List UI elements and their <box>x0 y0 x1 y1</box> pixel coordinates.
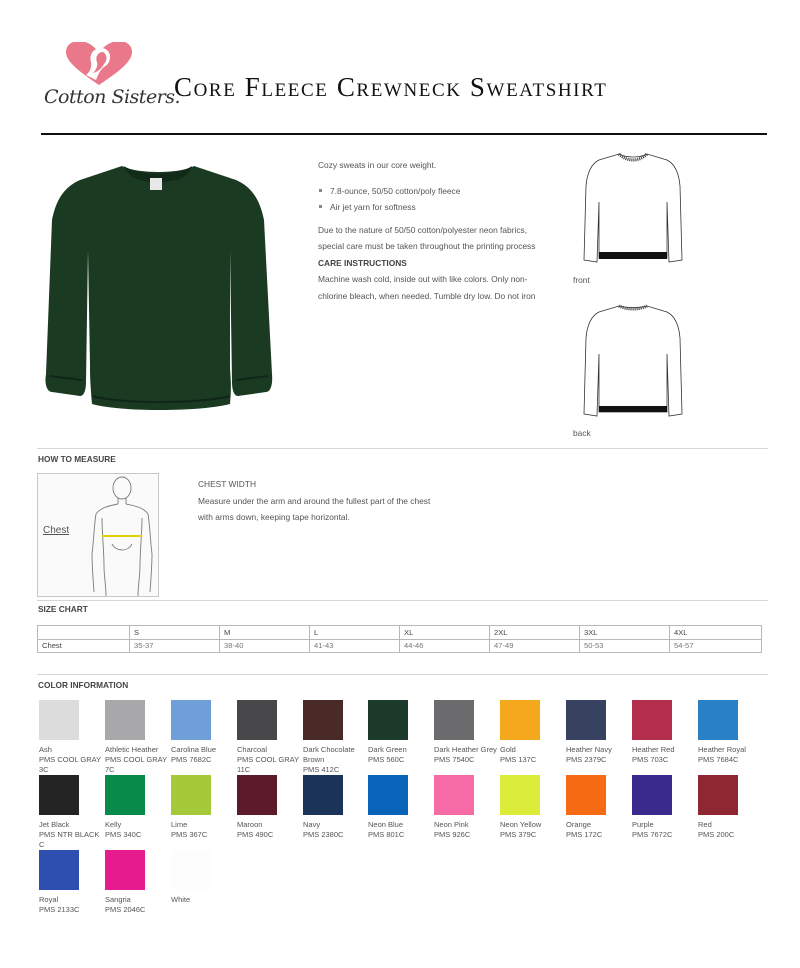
table-header-row <box>38 626 762 640</box>
color-pms-code: PMS 7682C <box>171 755 212 765</box>
color-swatch-label <box>237 745 305 776</box>
color-swatch-item <box>171 850 239 905</box>
table-row <box>38 639 762 653</box>
table-cell: 47-49 <box>490 639 580 653</box>
color-swatch-label <box>566 745 634 765</box>
color-swatch-item <box>105 775 173 840</box>
color-swatch-label <box>39 745 107 776</box>
brand-name: Cotton Sisters. <box>44 86 181 108</box>
heart-logo-icon <box>44 42 154 86</box>
back-flat-sketch <box>583 302 683 426</box>
color-swatch <box>237 775 277 815</box>
color-name: Heather Royal <box>698 745 746 754</box>
table-header-cell: XL <box>400 626 490 640</box>
page-title: Core Fleece Crewneck Sweatshirt <box>174 72 608 102</box>
color-swatch-item <box>500 700 568 765</box>
color-pms-code: PMS 7540C <box>434 755 475 765</box>
measure-diagram <box>37 473 159 597</box>
color-name: Dark Green <box>368 745 407 754</box>
color-pms-code: PMS 412C <box>303 765 340 775</box>
color-name: Heather Red <box>632 745 675 754</box>
color-name: Purple <box>632 820 654 829</box>
color-swatch-label <box>39 820 107 851</box>
color-swatch-label <box>105 820 173 840</box>
color-pms-code: Brown <box>303 755 325 765</box>
color-name: Sangria <box>105 895 131 904</box>
color-swatch-item <box>566 775 634 840</box>
measure-line: with arms down, keeping tape horizontal. <box>198 512 350 522</box>
color-swatch <box>500 700 540 740</box>
care-heading: CARE INSTRUCTIONS <box>318 257 407 268</box>
color-swatch-item <box>566 700 634 765</box>
color-swatch-item <box>698 700 766 765</box>
table-header-cell: M <box>220 626 310 640</box>
color-information-heading: COLOR INFORMATION <box>38 680 129 690</box>
feature-item: 7.8-ounce, 50/50 cotton/poly fleece <box>318 183 568 200</box>
color-name: Neon Blue <box>368 820 404 829</box>
table-header-cell: S <box>130 626 220 640</box>
color-pms-code: PMS 7684C <box>698 755 739 765</box>
color-pms-code: PMS 340C <box>105 830 142 840</box>
color-name: Maroon <box>237 820 263 829</box>
color-swatch-label <box>171 820 239 840</box>
color-swatch <box>368 775 408 815</box>
table-header-cell: 4XL <box>670 626 762 640</box>
color-swatch <box>171 775 211 815</box>
color-swatch-label <box>105 745 173 776</box>
color-swatch-label <box>500 820 568 840</box>
care-line: Machine wash cold, inside out with like colors. Only non- <box>318 274 528 284</box>
measure-line: Measure under the arm and around the fullest part of the chest <box>198 495 431 506</box>
color-pms-code: PMS NTR BLACK <box>39 830 100 840</box>
color-swatch-label <box>500 745 568 765</box>
color-name: Neon Pink <box>434 820 469 829</box>
color-pms-code: 7C <box>105 765 115 775</box>
color-pms-code: PMS 367C <box>171 830 208 840</box>
color-swatch-item <box>500 775 568 840</box>
color-name: Dark Chocolate <box>303 745 355 754</box>
color-swatch-item <box>105 700 173 776</box>
size-chart-table <box>37 625 762 653</box>
color-swatch-item <box>434 700 502 765</box>
neon-note-line: special care must be taken throughout the printing process <box>318 241 536 251</box>
table-header-cell: 3XL <box>580 626 670 640</box>
color-pms-code: 11C <box>237 765 251 775</box>
color-swatch-label <box>566 820 634 840</box>
color-swatch <box>368 700 408 740</box>
color-pms-code: PMS 7672C <box>632 830 673 840</box>
color-pms-code: PMS 2380C <box>303 830 344 840</box>
color-pms-code: PMS COOL GRAY <box>105 755 168 765</box>
color-name: Carolina Blue <box>171 745 217 754</box>
color-pms-code: PMS 801C <box>368 830 405 840</box>
color-swatch-label <box>368 820 436 840</box>
color-pms-code: PMS 926C <box>434 830 471 840</box>
color-swatch-label <box>632 820 700 840</box>
color-pms-code: PMS 172C <box>566 830 603 840</box>
color-name: Orange <box>566 820 592 829</box>
color-name: Athletic Heather <box>105 745 159 754</box>
color-swatch <box>698 700 738 740</box>
color-swatch-item <box>303 775 371 840</box>
color-swatch <box>171 850 211 890</box>
color-name: Navy <box>303 820 321 829</box>
table-header-cell <box>38 626 130 640</box>
color-swatch <box>632 775 672 815</box>
color-pms-code: C <box>39 840 45 850</box>
measure-instructions <box>198 476 430 526</box>
color-name: Dark Heather Grey <box>434 745 497 754</box>
color-swatch <box>698 775 738 815</box>
color-swatch <box>303 700 343 740</box>
color-swatch <box>39 775 79 815</box>
table-cell: 44-46 <box>400 639 490 653</box>
color-swatch-item <box>237 775 305 840</box>
color-swatch <box>39 850 79 890</box>
color-pms-code: PMS COOL GRAY <box>237 755 300 765</box>
color-swatch <box>500 775 540 815</box>
neon-note-line: Due to the nature of 50/50 cotton/polyester neon fabrics, <box>318 224 528 235</box>
color-swatch-item <box>368 700 436 765</box>
color-swatch-label <box>39 895 107 915</box>
color-swatch-item <box>171 775 239 840</box>
color-pms-code: PMS 2133C <box>39 905 80 915</box>
color-swatch <box>105 850 145 890</box>
table-header-cell: 2XL <box>490 626 580 640</box>
color-swatch <box>566 700 606 740</box>
color-name: Lime <box>171 820 188 829</box>
color-pms-code: PMS COOL GRAY <box>39 755 102 765</box>
color-name: Royal <box>39 895 59 904</box>
color-pms-code: PMS 2046C <box>105 905 146 915</box>
color-swatch <box>237 700 277 740</box>
brand-logo <box>44 42 181 114</box>
color-swatch <box>434 775 474 815</box>
color-swatch-label <box>434 820 502 840</box>
size-chart-heading: SIZE CHART <box>38 604 88 614</box>
color-swatch-item <box>39 850 107 915</box>
table-cell: 38-40 <box>220 639 310 653</box>
color-name: Neon Yellow <box>500 820 542 829</box>
table-cell: 35-37 <box>130 639 220 653</box>
color-pms-code: PMS 379C <box>500 830 537 840</box>
color-pms-code: PMS 560C <box>368 755 405 765</box>
color-swatch <box>171 700 211 740</box>
color-swatch <box>105 700 145 740</box>
feature-list <box>318 183 568 216</box>
color-swatch-label <box>303 820 371 840</box>
table-row-label: Chest <box>38 639 130 653</box>
feature-item: Air jet yarn for softness <box>318 199 568 216</box>
color-swatch-item <box>303 700 371 776</box>
color-swatch-label <box>237 820 305 840</box>
color-pms-code: PMS 137C <box>500 755 537 765</box>
color-swatch <box>303 775 343 815</box>
color-swatch-label <box>105 895 173 915</box>
color-name: Charcoal <box>237 745 268 754</box>
table-cell: 54-57 <box>670 639 762 653</box>
color-swatch-label <box>434 745 502 765</box>
color-swatch <box>39 700 79 740</box>
section-divider <box>37 600 768 601</box>
color-swatch-item <box>698 775 766 840</box>
color-swatch-item <box>105 850 173 915</box>
section-divider <box>37 448 768 449</box>
color-swatch-item <box>39 775 107 851</box>
care-line: chlorine bleach, when needed. Tumble dry low. Do not iron <box>318 290 536 301</box>
color-swatch-item <box>434 775 502 840</box>
color-name: Gold <box>500 745 516 754</box>
color-name: Jet Black <box>39 820 70 829</box>
color-swatch-label <box>171 895 239 905</box>
color-name: Red <box>698 820 712 829</box>
sweatshirt-photo <box>40 160 276 418</box>
how-to-measure-heading: HOW TO MEASURE <box>38 454 116 464</box>
color-pms-code: 3C <box>39 765 49 775</box>
color-swatch <box>434 700 474 740</box>
table-cell: 41-43 <box>310 639 400 653</box>
color-pms-code: PMS 703C <box>632 755 669 765</box>
color-swatch-label <box>632 745 700 765</box>
color-swatch-item <box>632 775 700 840</box>
color-swatch-item <box>368 775 436 840</box>
front-label: front <box>573 275 590 285</box>
color-swatch <box>632 700 672 740</box>
description-intro: Cozy sweats in our core weight. <box>318 160 437 170</box>
color-name: Kelly <box>105 820 122 829</box>
color-swatch-label <box>303 745 371 776</box>
measure-subheading: CHEST WIDTH <box>198 479 257 489</box>
color-pms-code: PMS 2379C <box>566 755 607 765</box>
color-swatch-item <box>171 700 239 765</box>
color-swatch-label <box>368 745 436 765</box>
color-swatch-item <box>237 700 305 776</box>
color-swatch <box>105 775 145 815</box>
color-swatch-label <box>171 745 239 765</box>
color-swatch-label <box>698 745 766 765</box>
front-flat-sketch <box>583 148 683 274</box>
color-name: Heather Navy <box>566 745 612 754</box>
color-name: Ash <box>39 745 52 754</box>
product-description <box>318 157 568 304</box>
color-pms-code: PMS 490C <box>237 830 274 840</box>
back-label: back <box>573 428 591 438</box>
color-swatch-label <box>698 820 766 840</box>
chest-label: Chest <box>43 525 70 536</box>
color-swatch <box>566 775 606 815</box>
color-pms-code: PMS 200C <box>698 830 735 840</box>
table-cell: 50-53 <box>580 639 670 653</box>
color-swatch-item <box>632 700 700 765</box>
color-name: White <box>171 895 191 904</box>
section-divider <box>37 674 768 675</box>
table-header-cell: L <box>310 626 400 640</box>
title-divider <box>41 133 767 135</box>
color-swatch-item <box>39 700 107 776</box>
